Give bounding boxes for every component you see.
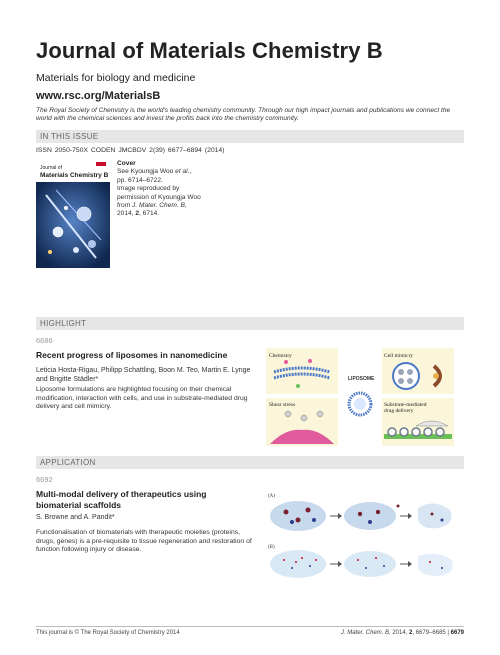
highlight-authors: Leticia Hosta-Rigau, Philipp Schattling, Boon M. Teo, Martin E. Lynge and Brigitte Städler* (36, 367, 251, 383)
scaffold-row-b (270, 550, 453, 578)
rsc-blurb: The Royal Society of Chemistry is the world's leading chemistry community. Through our high impact journals and publications we connect the world with the chemical sciences and invest the profits back into the chemistry community. (36, 107, 451, 123)
journal-title: Journal of Materials Chemistry B (36, 38, 383, 63)
section-label-in-this-issue: IN THIS ISSUE (40, 132, 99, 141)
cover-line1: See Kyoungja Woo et al., (117, 168, 192, 176)
footer-copyright: This journal is © The Royal Society of Chemistry 2014 (36, 630, 180, 636)
fig-label-chemistry: Chemistry (269, 353, 292, 359)
scaffold-row-a (270, 501, 452, 531)
cover-credit1: Image reproduced by (117, 185, 180, 193)
footer-citation: J. Mater. Chem. B, 2014, 2, 6679–6685 | 6679 (340, 630, 464, 636)
section-bar-in-this-issue (36, 130, 464, 143)
journal-url[interactable]: www.rsc.org/MaterialsB (36, 90, 161, 102)
cover-pages: pp. 6714–6722. (117, 176, 163, 184)
cover-heading: Cover (117, 160, 136, 167)
mini-cover-line1: Journal of (40, 165, 62, 171)
cover-caption (117, 160, 207, 219)
footer-page-number: 6679 (450, 630, 464, 636)
liposome-icon (349, 393, 371, 415)
highlight-figure (266, 348, 464, 446)
section-label-application: APPLICATION (40, 458, 96, 467)
journal-subtitle: Materials for biology and medicine (36, 72, 196, 84)
footer-separator (36, 626, 464, 627)
cover-credit4: 2014, 2, 6714. (117, 210, 160, 218)
application-title[interactable]: Multi-modal delivery of therapeutics using biomaterial scaffolds (36, 489, 207, 510)
mini-cover-line2: Materials Chemistry B (40, 172, 109, 179)
highlight-description: Liposome formulations are highlighted focusing on their chemical modification, interaction with cells, and use in substrate-mediated drug delivery and cell mimicry. (36, 386, 248, 411)
cover-credit2: permission of Kyoungja Woo (117, 193, 201, 201)
highlight-page-number: 6686 (36, 336, 53, 345)
section-label-highlight: HIGHLIGHT (40, 319, 87, 328)
application-page-number: 6692 (36, 475, 53, 484)
cover-image[interactable] (36, 160, 110, 268)
fig-label-a: (A) (268, 494, 275, 499)
issn-line: ISSN 2050-750X CODEN JMCBDV 2(39) 6677–6894 (2014) (36, 147, 225, 154)
section-bar-highlight (36, 317, 464, 330)
fig-label-cell-mimicry: Cell mimicry (384, 353, 414, 359)
application-figure (266, 490, 464, 582)
application-authors: S. Browne and A. Pandit* (36, 514, 115, 521)
cover-credit3: from J. Mater. Chem. B, (117, 202, 187, 210)
highlight-title[interactable]: Recent progress of liposomes in nanomedicine (36, 350, 228, 360)
section-bar-application (36, 456, 464, 469)
fig-label-substrate1: Substrate-mediated (384, 402, 427, 408)
fig-label-liposome: LIPOSOME (348, 376, 375, 382)
fig-label-b: (B) (268, 545, 275, 550)
fig-label-substrate2: drug delivery (384, 408, 414, 414)
fig-label-shear-stress: Shear stress (269, 402, 296, 408)
application-description: Functionalisation of biomaterials with therapeutic moieties (proteins, drugs, genes) is a pre-requisite to tissue regeneration and restoration of function following injury or disease. (36, 529, 252, 554)
